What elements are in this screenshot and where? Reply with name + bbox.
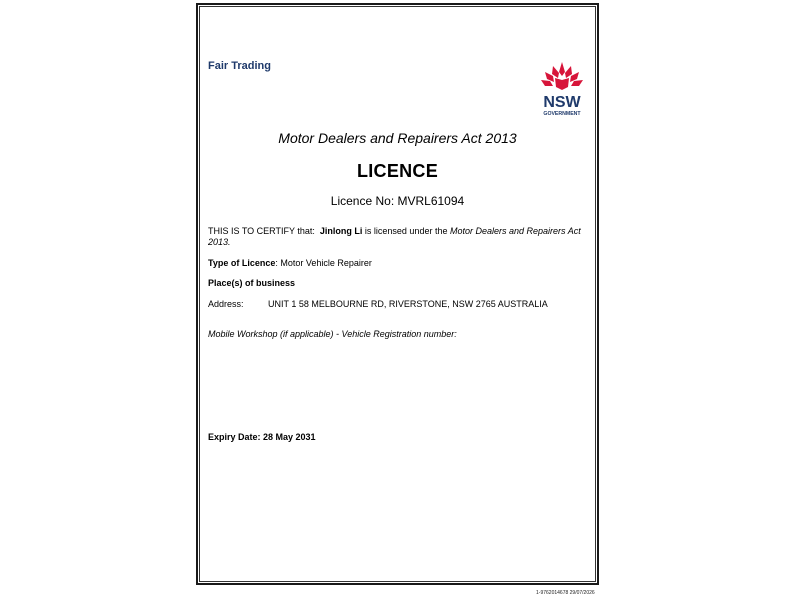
licence-number: Licence No: MVRL61094: [330, 194, 465, 208]
expiry-date: Expiry Date: 28 May 2031: [208, 432, 316, 442]
agency-name: Fair Trading: [208, 60, 271, 72]
licensee-name: Jinlong Li: [319, 226, 363, 236]
certification-statement: [208, 226, 584, 248]
logo-text-government: GOVERNMENT: [543, 111, 581, 117]
address-label: Address:: [208, 299, 244, 309]
certify-act: Motor Dealers and Repairers Act 2013.: [208, 226, 581, 247]
licence-type-label: Type of Licence: [208, 258, 276, 268]
waratah-icon: [541, 62, 583, 90]
certify-prefix: THIS IS TO CERTIFY that:: [208, 226, 315, 236]
act-title: Motor Dealers and Repairers Act 2013: [278, 130, 517, 146]
certify-middle: is licensed under the: [364, 226, 448, 236]
licence-page: [196, 3, 599, 585]
licence-type-value: : Motor Vehicle Repairer: [275, 258, 372, 268]
nsw-government-logo: [535, 60, 589, 120]
document-reference: 1-9762014678 29/07/2026: [536, 590, 595, 596]
logo-text-nsw: NSW: [543, 94, 581, 111]
licence-heading: LICENCE: [356, 161, 439, 181]
licence-type: [208, 258, 372, 268]
address-value: UNIT 1 58 MELBOURNE RD, RIVERSTONE, NSW 2765 AUSTRALIA: [268, 299, 548, 309]
place-of-business-heading: Place(s) of business: [208, 278, 296, 288]
mobile-workshop-line: Mobile Workshop (if applicable) - Vehicle Registration number:: [208, 329, 457, 339]
